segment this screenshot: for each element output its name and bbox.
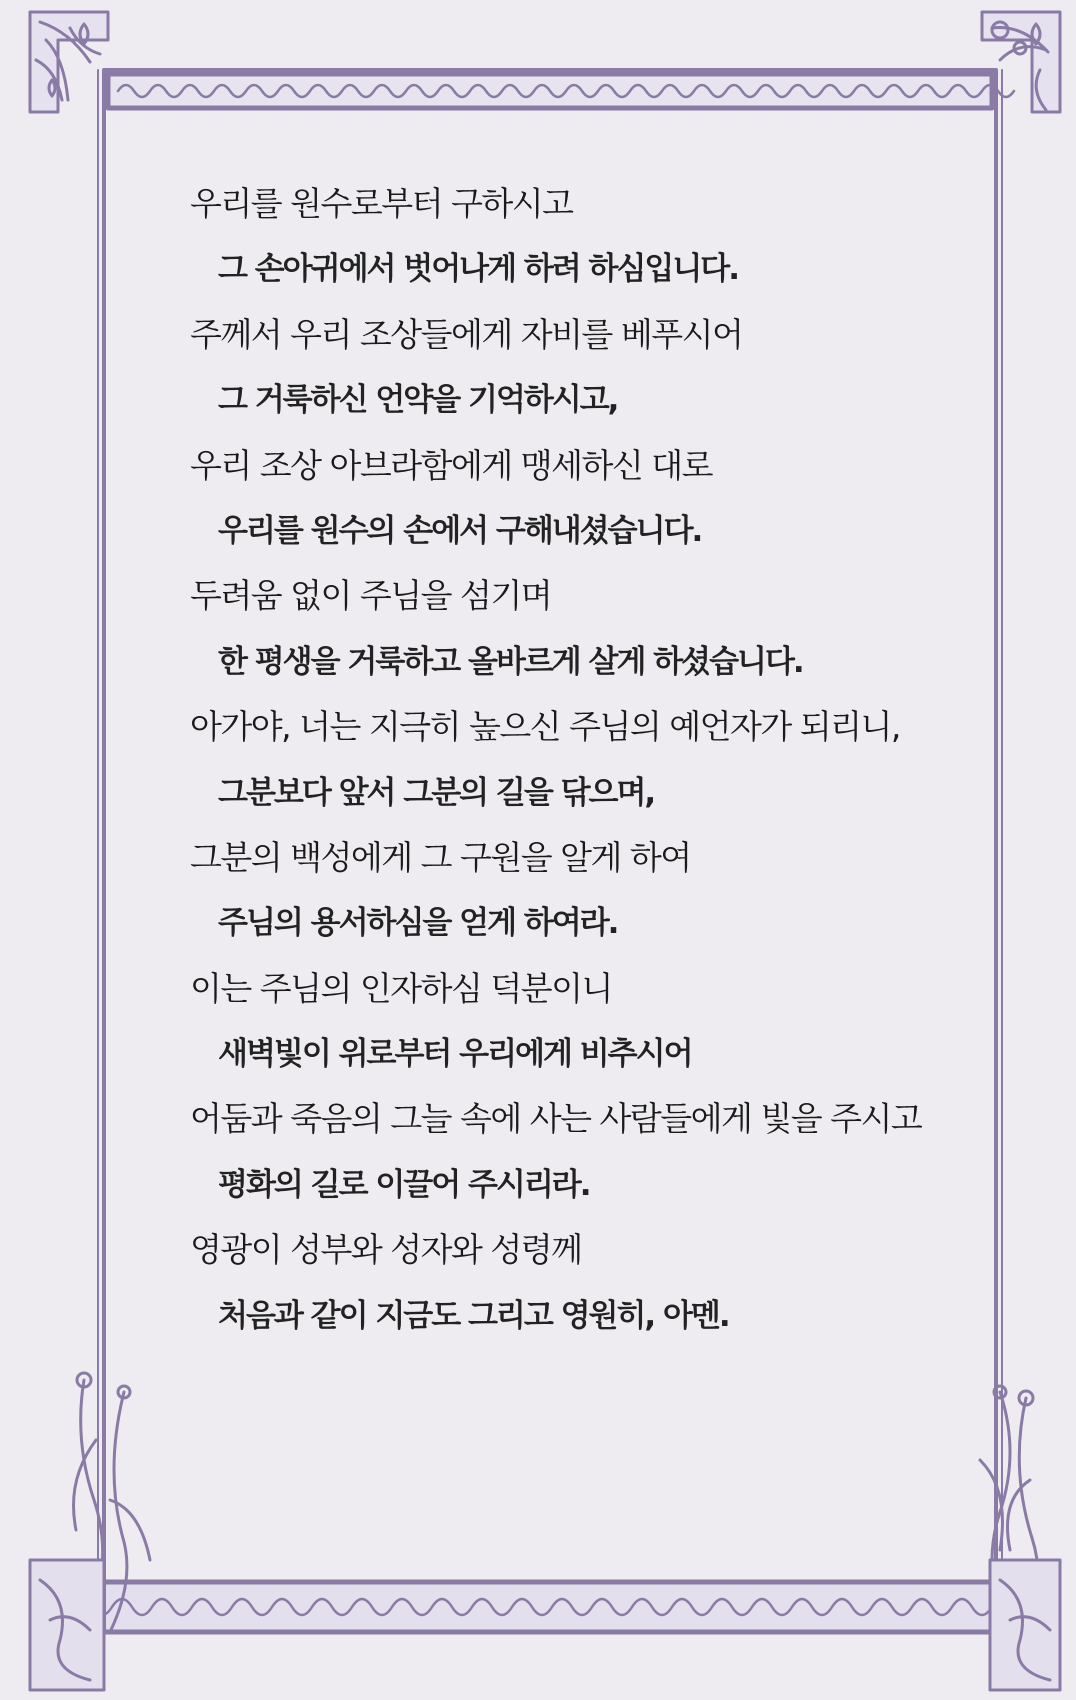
verse-line-indented: 한 평생을 거룩하고 올바르게 살게 하셨습니다.	[218, 643, 803, 680]
verse-line: 우리를 원수로부터 구하시고	[190, 184, 573, 223]
vine-ornament-bottom-right	[980, 1386, 1060, 1690]
verse-line-indented: 평화의 길로 이끌어 주시리라.	[218, 1166, 590, 1203]
verse-line: 이는 주님의 인자하심 덕분이니	[190, 968, 612, 1008]
verse-line-indented: 새벽빛이 위로부터 우리에게 비추시어	[218, 1036, 692, 1073]
verse-line-indented: 처음과 같이 지금도 그리고 영원히, 아멘.	[218, 1297, 729, 1334]
canticle-text	[190, 178, 980, 1355]
verse-line: 그분의 백성에게 그 구원을 알게 하여	[190, 837, 691, 877]
vine-ornament-bottom-left	[30, 1373, 150, 1690]
verse-line: 아가야, 너는 지극히 높으신 주님의 예언자가 되리니,	[190, 707, 900, 747]
verse-line-indented: 그분보다 앞서 그분의 길을 닦으며,	[218, 774, 655, 811]
verse-line-indented: 우리를 원수의 손에서 구해내셨습니다.	[218, 512, 702, 549]
verse-line-indented: 주님의 용서하심을 얻게 하여라.	[218, 905, 618, 942]
verse-line: 어둠과 죽음의 그늘 속에 사는 사람들에게 빛을 주시고	[190, 1099, 922, 1139]
corner-ornament-top-left	[30, 12, 108, 112]
verse-line: 두려움 없이 주님을 섬기며	[190, 576, 552, 616]
verse-line-indented: 그 거룩하신 언약을 기억하시고,	[218, 382, 618, 419]
verse-line: 주께서 우리 조상들에게 자비를 베푸시어	[190, 314, 743, 354]
verse-line-indented: 그 손아귀에서 벗어나게 하려 하심입니다.	[218, 251, 739, 288]
verse-line: 우리 조상 아브라함에게 맹세하신 대로	[190, 445, 713, 485]
bottom-band	[60, 1582, 1024, 1632]
verse-line: 영광이 성부와 성자와 성령께	[190, 1230, 582, 1270]
